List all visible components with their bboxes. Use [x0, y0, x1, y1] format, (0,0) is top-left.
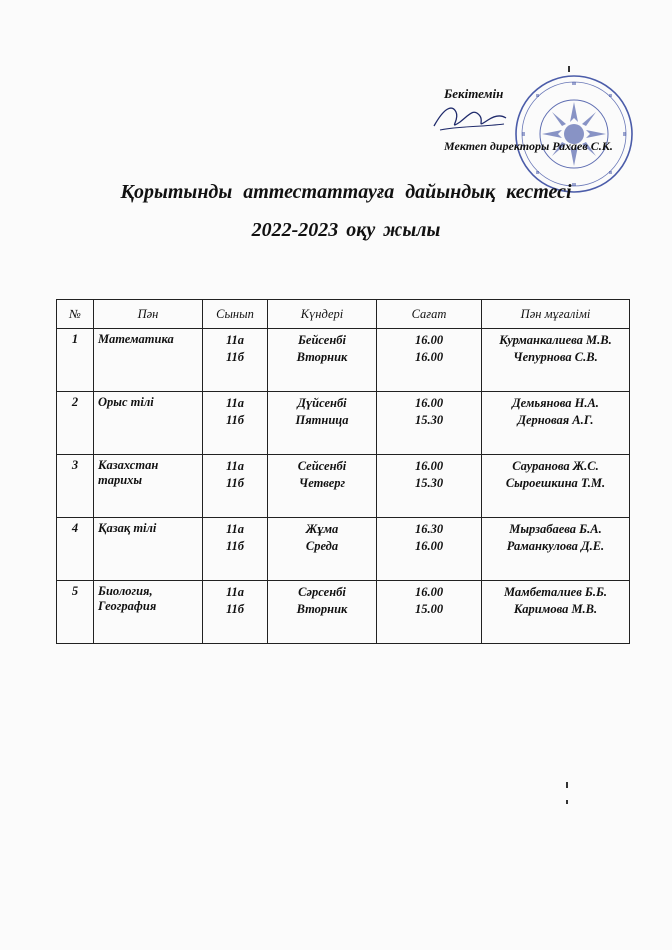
row-hours: 16.00 15.00	[377, 581, 482, 644]
header-teacher: Пән мұғалімі	[482, 300, 630, 329]
row-teachers: Мамбеталиев Б.Б. Каримова М.В.	[482, 581, 630, 644]
scan-speck	[566, 782, 568, 788]
table-row	[57, 392, 630, 455]
row-days: Дүйсенбі Пятница	[268, 392, 377, 455]
row-subject: Қазақ тілі	[94, 518, 203, 581]
director-signature	[430, 100, 510, 136]
header-class: Сынып	[203, 300, 268, 329]
official-seal	[512, 72, 636, 196]
row-subject: Орыс тілі	[94, 392, 203, 455]
header-num: №	[57, 300, 94, 329]
row-days: Сейсенбі Четверг	[268, 455, 377, 518]
scan-speck	[568, 66, 570, 72]
row-teachers: Сауранова Ж.С. Сыроешкина Т.М.	[482, 455, 630, 518]
row-num: 3	[57, 455, 94, 518]
table-header-row	[57, 300, 630, 329]
document-title: Қорытынды аттестаттауға дайындық кестесі	[120, 181, 572, 203]
approval-label: Бекітемін	[444, 86, 504, 101]
row-num: 2	[57, 392, 94, 455]
row-days: Бейсенбі Вторник	[268, 329, 377, 392]
header-hours: Сағат	[377, 300, 482, 329]
table-row	[57, 329, 630, 392]
row-teachers: Мырзабаева Б.А. Раманкулова Д.Е.	[482, 518, 630, 581]
row-days: Сәрсенбі Вторник	[268, 581, 377, 644]
table-row	[57, 518, 630, 581]
row-subject: Казахстан тарихы	[94, 455, 203, 518]
table-row	[57, 581, 630, 644]
row-class: 11а 11б	[203, 392, 268, 455]
row-num: 5	[57, 581, 94, 644]
row-hours: 16.30 16.00	[377, 518, 482, 581]
director-name: Мектеп директоры Рахаев С.К.	[444, 139, 613, 153]
row-hours: 16.00 16.00	[377, 329, 482, 392]
row-hours: 16.00 15.30	[377, 392, 482, 455]
row-days: Жұма Среда	[268, 518, 377, 581]
academic-year: 2022-2023 оқу жылы	[251, 219, 441, 241]
schedule-table	[56, 299, 630, 644]
row-subject: Биология, География	[94, 581, 203, 644]
row-subject: Математика	[94, 329, 203, 392]
row-class: 11а 11б	[203, 455, 268, 518]
scan-speck	[566, 800, 568, 804]
row-class: 11а 11б	[203, 329, 268, 392]
header-subject: Пән	[94, 300, 203, 329]
row-teachers: Демьянова Н.А. Дерновая А.Г.	[482, 392, 630, 455]
row-class: 11а 11б	[203, 518, 268, 581]
row-num: 4	[57, 518, 94, 581]
header-days: Күндері	[268, 300, 377, 329]
row-class: 11а 11б	[203, 581, 268, 644]
row-teachers: Курманкалиева М.В. Чепурнова С.В.	[482, 329, 630, 392]
table-row	[57, 455, 630, 518]
row-num: 1	[57, 329, 94, 392]
row-hours: 16.00 15.30	[377, 455, 482, 518]
